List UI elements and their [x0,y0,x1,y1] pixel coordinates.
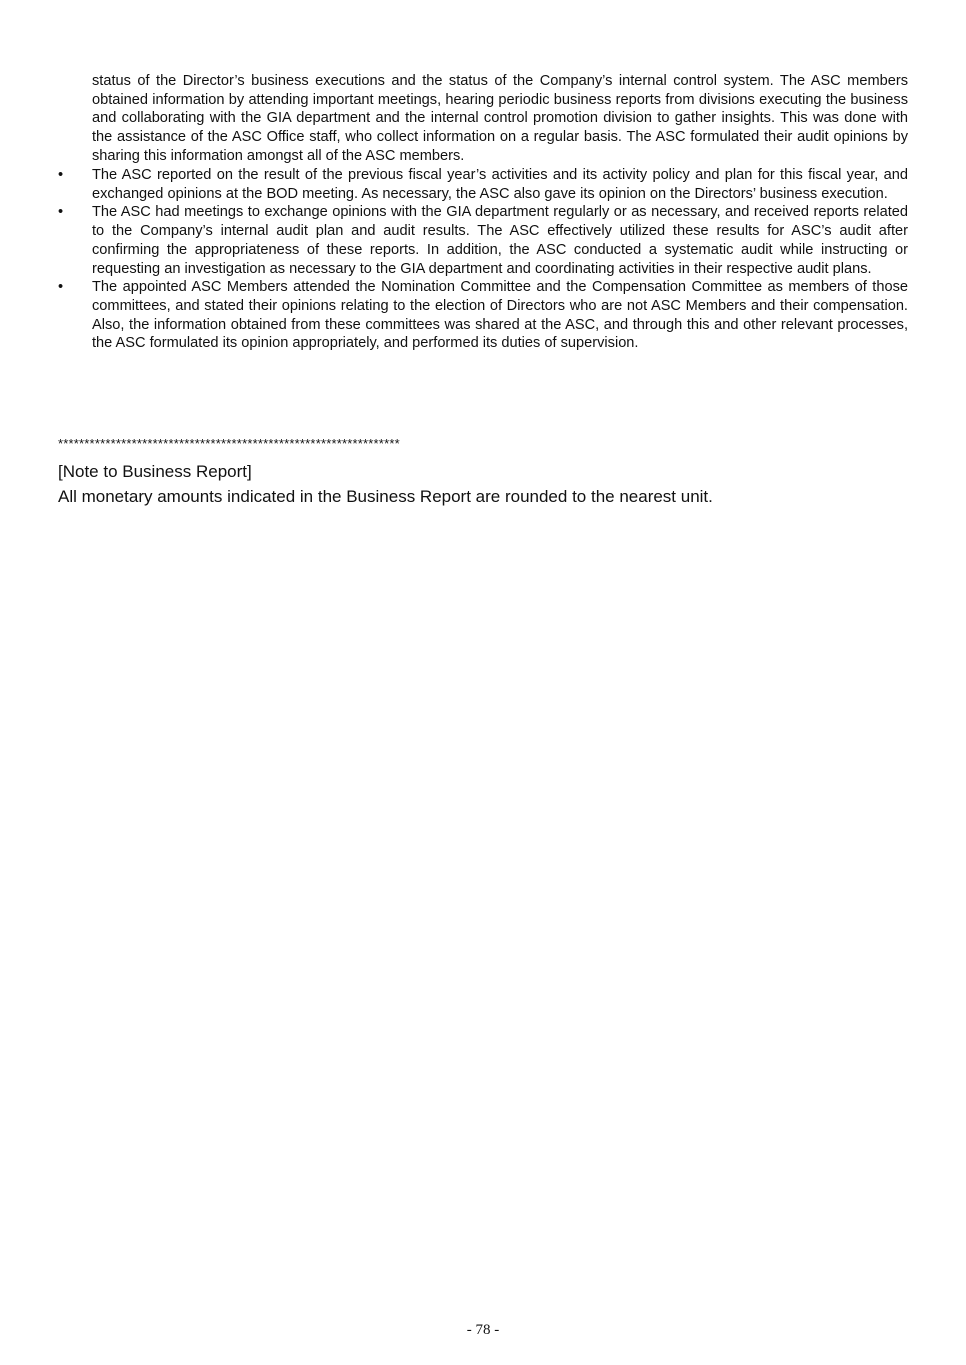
list-item-text: The ASC had meetings to exchange opinions with the GIA department regularly or as necessary, and received reports related to the Company’s internal audit plan and audit results. The ASC effectively utilized these results for ASC’s audit after confirming the appropriateness of these reports. In addition, the ASC conducted a systematic audit while instructing or requesting an investigation as necessary to the GIA department and coordinating activities in their respective audit plans. [92,204,908,277]
bullet-icon: • [58,167,64,183]
list-item-text: The ASC reported on the result of the previous fiscal year’s activities and its activity policy and plan for this fiscal year, and exchanged opinions at the BOD meeting. As necessary, the ASC also gave its opinion on the Directors’ business execution. [92,167,908,202]
page-number: - 78 - [466,1322,500,1338]
bullet-icon: • [58,279,64,296]
bullet-list [58,166,908,353]
list-item [58,278,908,353]
list-item-text: The appointed ASC Members attended the Nomination Committee and the Compensation Committee as members of those committees, and stated their opinions relating to the election of Directors who are not ASC Members and their compensation. Also, the information obtained from these committees was shared at the ASC, and through this and other relevant processes, the ASC formulated its opinion appropriately, and performed its duties of supervision. [92,279,908,352]
note-text: All monetary amounts indicated in the Business Report are rounded to the nearest unit. [58,487,713,506]
paragraph-continuation: status of the Director’s business executions and the status of the Company’s internal control system. The ASC members obtained information by attending important meetings, hearing periodic business reports from divisions executing the business and collaborating with the GIA department and the internal control promotion division to gather insights. This was done with the assistance of the ASC Office staff, who collect information on a regular basis. The ASC formulated their audit opinions by sharing this information amongst all of the ASC members. [92,73,908,164]
note-heading: [Note to Business Report] [58,462,252,481]
list-item [58,166,908,203]
list-item [58,203,908,278]
bullet-icon: • [58,204,64,221]
asterisk-separator: ***************************************************************** [58,436,400,451]
